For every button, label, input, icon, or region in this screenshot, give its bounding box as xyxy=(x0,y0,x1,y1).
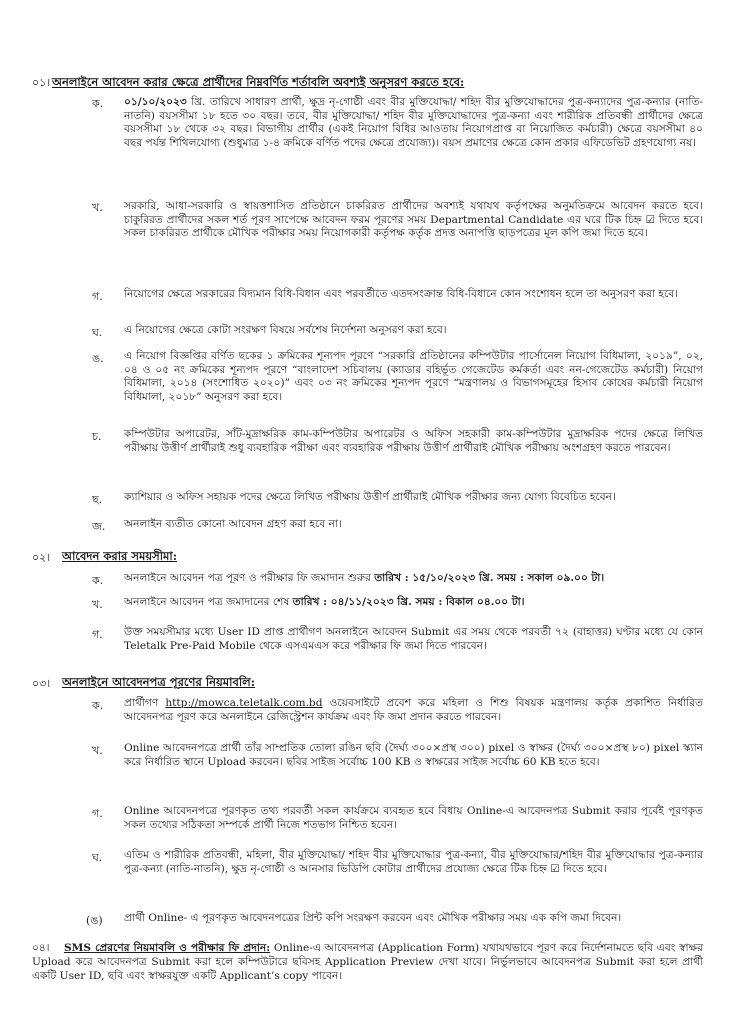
item-label: ছ. xyxy=(92,493,103,506)
item-label: গ. xyxy=(92,290,103,303)
item-label: খ. xyxy=(92,201,103,214)
start-datetime: তারিখ : ১৫/১০/২০২৩ খ্রি. সময় : সকাল ০৯.০০ টা। xyxy=(374,572,605,584)
item-text: Online আবেদনপত্রে পূরণকৃত তথ্য পরবর্তী সকল কার্যক্রমে ব্যবহৃত হবে বিধায় Online-এ আবেদনপত্র Submit করার পূর্বেই পূরণকৃত সকল তথ্যের সঠিকতা সম্পর্কে প্রার্থী নিজে শতভাগ নিশ্চিত হবেন। xyxy=(124,805,703,831)
item-label: গ. xyxy=(92,807,103,820)
section-3-number: ০৩। xyxy=(32,677,51,690)
item-text: Online আবেদনপত্রে প্রার্থী তাঁর সাম্প্রতিক তোলা রঙিন ছবি (দৈর্ঘ্য ৩০০×প্রস্থ ৩০০) pixel ও স্বাক্ষর (দৈর্ঘ্য ৩০০×প্রস্থ ৮০) pixel স্ক্যান করে নির্ধারিত স্থানে Upload করবেন। ছবির সাইজ সর্বোচ্চ 100 KB ও স্বাক্ষরের সাইজ সর্বোচ্চ 60 KB হতে হবে। xyxy=(124,742,703,768)
item-label: জ. xyxy=(92,520,106,533)
item-text: প্রার্থী Online- এ পূরণকৃত আবেদনপত্রের প্রিন্ট কপি সংরক্ষণ করবেন এবং মৌখিক পরীক্ষার সময় এক কপি জমা দিবেন। xyxy=(124,912,622,924)
item-text: উক্ত সময়সীমার মধ্যে User ID প্রাপ্ত প্রার্থীগণ অনলাইনে আবেদন Submit এর সময় থেকে পরবর্তী ৭২ (বাহাত্তর) ঘণ্টার মধ্যে যে কোন Teletalk Pre-Paid Mobile থেকে এসএমএস করে পরীক্ষার ফি জমা দিতে পারবেন। xyxy=(124,626,703,652)
section-4-body: Online-এ আবেদনপত্র (Application Form) যথাযথভাবে পূরণ করে নির্দেশনামতে ছবি এবং স্বাক্ষর Upload করে আবেদনপত্র Submit করা হলে কম্পিউটারে ছবিসহ Application Preview দেখা যাবে। নির্ভুলভাবে আবেদনপত্র Submit করা হলে প্রার্থী একটি User ID, ছবি এবং স্বাক্ষরযুক্ত একটি Applicant’s copy পাবেন। xyxy=(32,942,703,982)
website-link[interactable]: http://mowca.teletalk.com.bd xyxy=(165,697,323,709)
item-label: গ. xyxy=(92,628,103,641)
item-text xyxy=(124,596,703,610)
item-body: খ্রি. তারিখে সাধারণ প্রার্থী, ক্ষুদ্র নৃ-গোষ্ঠী এবং বীর মুক্তিযোদ্ধা/ শহিদ বীর মুক্তিযোদ্ধাদের পুত্র-কন্যাদের পুত্র-কন্যার (নাতি-নাতনি) বয়সসীমা ১৮ হতে ৩০ বছর। তবে, বীর মুক্তিযোদ্ধা/ শহিদ বীর মুক্তিযোদ্ধাদের পুত্র-কন্যা এবং শারীরিক প্রতিবন্ধী প্রার্থীদের ক্ষেত্রে বয়সসীমা ১৮ থেকে ৩২ বছর। বিভাগীয় প্রার্থীর (একই নিয়োগ বিধির আওতায় নিয়োগপ্রাপ্ত বা নিয়োজিত কর্মচারী) ক্ষেত্রে বয়সসীমা ৪০ বছর পর্যন্ত শিথিলযোগ্য (শুধুমাত্র ১-৪ ক্রমিকে বর্ণিত পদের ক্ষেত্রে প্রযোজ্য)। বয়স প্রমাণের ক্ষেত্রে কোন প্রকার এফিডেভিট গ্রহণযোগ্য নয়। xyxy=(124,96,703,149)
item-text: সরকারি, আধা-সরকারি ও স্বায়ত্তশাসিত প্রতিষ্ঠানে চাকরিরত প্রার্থীদের অবশ্যই যথাযথ কর্তৃপক্ষের অনুমতিক্রমে আবেদন করতে হবে। চাকুরিরত প্রার্থীদের সকল শর্ত পূরণ সাপেক্ষে আবেদন ফরম পূরণের সময় Departmental Candidate এর ঘরে টিক চিহ্ন ☑ দিতে হবে। সকল চাকরিরত প্রার্থীকে মৌখিক পরীক্ষার সময় নিয়োগকারী কর্তৃপক্ষ কর্তৃক প্রদত্ত অনাপত্তি ছাড়পত্রের মূল কপি জমা দিতে হবে। xyxy=(124,200,703,240)
item-body: প্রার্থীগণ xyxy=(124,697,166,709)
section-1-heading: অনলাইনে আবেদন করার ক্ষেত্রে প্রার্থীদের নিম্নবর্ণিত শর্তাবলি অবশ্যই অনুসরণ করতে হবে: xyxy=(52,75,465,89)
item-body: অনলাইনে আবেদন পত্র পূরণ ও পরীক্ষার ফি জমাদান শুরুর xyxy=(124,572,375,584)
item-text: ক্যাশিয়ার ও অফিস সহায়ক পদের ক্ষেত্রে লিখিত পরীক্ষায় উত্তীর্ণ প্রার্থীরাই মৌখিক পরীক্ষার জন্য যোগ্য বিবেচিত হবেন। xyxy=(124,491,616,503)
item-label: খ. xyxy=(92,744,103,757)
item-body: ওয়েবসাইটে প্রবেশ করে মহিলা ও শিশু বিষয়ক মন্ত্রণালয় কর্তৃক প্রকাশিত নির্ধারিত আবেদনপত্র পূরণ করে অনলাইনে রেজিস্ট্রেশন কার্যক্রম এবং ফি জমা প্রদান করতে পারবেন। xyxy=(124,697,703,723)
item-label: ক. xyxy=(92,97,104,110)
section-4-number: ০৪। xyxy=(32,942,50,954)
item-text xyxy=(124,572,703,586)
item-label: ঘ. xyxy=(92,851,103,864)
item-text: এ নিয়োগের ক্ষেত্রে কোটা সংরক্ষণ বিষয়ে সর্বশেষ নির্দেশনা অনুসরণ করা হবে। xyxy=(124,324,447,336)
item-label: খ. xyxy=(92,598,103,611)
section-1-number: ০১। xyxy=(32,76,51,89)
item-label: ক. xyxy=(92,574,104,587)
section-4-paragraph xyxy=(32,942,703,983)
item-label: ঙ. xyxy=(92,352,104,365)
item-label: ঘ. xyxy=(92,326,103,339)
end-datetime: তারিখ : ০৪/১১/২০২৩ খ্রি. সময় : বিকাল ০৪.০০ টা। xyxy=(292,596,525,608)
item-label: চ. xyxy=(92,430,102,443)
item-label: (ঙ) xyxy=(86,914,103,927)
section-2-heading: আবেদন করার সময়সীমা: xyxy=(62,549,177,563)
section-3-heading: অনলাইনে আবেদনপত্র পূরণের নিয়মাবলি: xyxy=(62,675,255,689)
item-text: এ নিয়োগ বিজ্ঞপ্তির বর্ণিত ছকের ১ ক্রমিকের শূন্যপদ পূরণে “সরকারি প্রতিষ্ঠানের কম্পিউটার পার্সোনেল নিয়োগ বিধিমালা, ২০১৯”, ০২, ০৪ ও ০৫ নং ক্রমিকের শূন্যপদ পূরণে “বাংলাদেশ সচিবালয় (ক্যাডার বহির্ভূত গেজেটেড কর্মকর্তা এবং নন-গেজেটেড কর্মচারী) নিয়োগ বিধিমালা, ২০১৪ (সংশোধিত ২০২০)” এবং ০৩ নং ক্রমিকের শূন্যপদ পূরণে “মন্ত্রণালয় ও বিভাগসমূহের হিসাব কোষের কর্মচারী নিয়োগ বিধিমালা, ২০১৮” অনুসরণ করা হবে। xyxy=(124,350,703,403)
item-text: কম্পিউটার অপারেটর, সাঁট-মুদ্রাক্ষরিক কাম-কম্পিউটার অপারেটর ও অফিস সহকারী কাম-কম্পিউটার মুদ্রাক্ষরিক পদের ক্ষেত্রে লিখিত পরীক্ষায় উত্তীর্ণ প্রার্থীরাই শুধু ব্যবহারিক পরীক্ষা এবং ব্যবহারিক পরীক্ষায় উত্তীর্ণ প্রার্থীরাই মৌখিক পরীক্ষায় অংশগ্রহণ করতে পারবেন। xyxy=(124,428,703,454)
item-lead-date: ০১/১০/২০২৩ xyxy=(124,96,187,108)
item-text: নিয়োগের ক্ষেত্রে সরকারের বিদ্যমান বিধি-বিধান এবং পরবর্তীতে এতদসংক্রান্ত বিধি-বিধানে কোন সংশোধন হলে তা অনুসরণ করা হবে। xyxy=(124,288,678,300)
item-text xyxy=(124,96,703,150)
item-label: ক. xyxy=(92,699,104,712)
section-2-number: ০২। xyxy=(32,551,51,564)
item-body: অনলাইনে আবেদন পত্র জমাদানের শেষ xyxy=(124,596,293,608)
section-4-heading: SMS প্রেরণের নিয়মাবলি ও পরীক্ষার ফি প্রদান: xyxy=(64,942,271,954)
item-text xyxy=(124,697,703,724)
item-text: অনলাইন ব্যতীত কোনো আবেদন গ্রহণ করা হবে না। xyxy=(124,518,342,530)
item-text: এতিম ও শারীরিক প্রতিবন্ধী, মহিলা, বীর মুক্তিযোদ্ধা/ শহিদ বীর মুক্তিযোদ্ধার পুত্র-কন্যা, বীর মুক্তিযোদ্ধার/শহিদ বীর মুক্তিযোদ্ধার পুত্র-কন্যার পুত্র-কন্যা (নাতি-নাতনি), ক্ষুদ্র নৃ-গোষ্ঠী ও আনসার ভিডিপি কোটার প্রার্থীদের প্রযোজ্য ক্ষেত্রে টিক চিহ্ন ☑ দিতে হবে। xyxy=(124,849,703,875)
